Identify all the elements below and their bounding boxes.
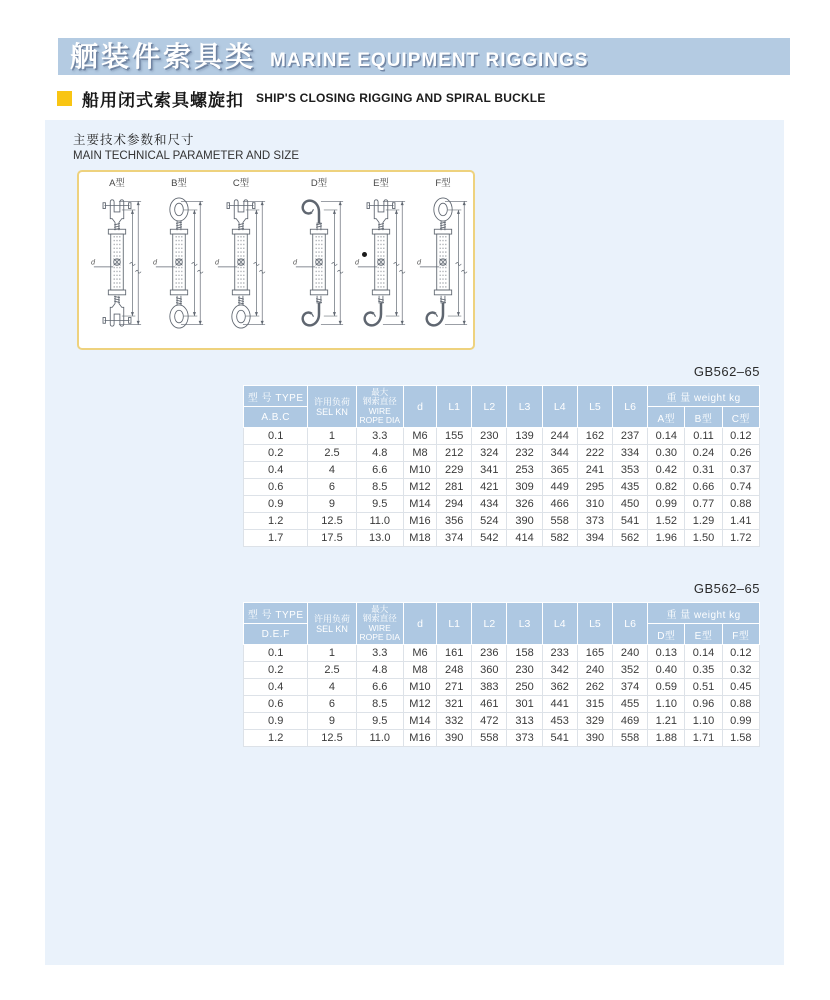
table-cell: 3.3 (356, 645, 403, 662)
table-cell: 450 (613, 496, 648, 513)
table-cell: 541 (613, 513, 648, 530)
table-cell: 0.26 (722, 445, 759, 462)
intro-text (73, 130, 299, 162)
figure-type-f-label: F型 (435, 178, 451, 189)
turnbuckle-eye-hook-icon (416, 190, 470, 336)
table-row (244, 713, 760, 730)
col-header-l2: L2 (472, 386, 507, 428)
table-cell: 250 (507, 679, 542, 696)
table-cell: M10 (403, 462, 436, 479)
section-title-english: SHIP'S CLOSING RIGGING AND SPIRAL BUCKLE (256, 91, 546, 105)
table-cell: 472 (472, 713, 507, 730)
table-cell: 421 (472, 479, 507, 496)
table-cell: 313 (507, 713, 542, 730)
table-cell: 0.12 (722, 428, 759, 445)
table-cell: 1.21 (648, 713, 685, 730)
table-cell: 0.12 (722, 645, 759, 662)
table-cell: 0.6 (244, 696, 308, 713)
table-cell: 453 (542, 713, 577, 730)
table-cell: 248 (437, 662, 472, 679)
table-cell: 0.4 (244, 462, 308, 479)
col-subheader-weight-a: A型 (648, 407, 685, 428)
intro-english: MAIN TECHNICAL PARAMETER AND SIZE (73, 150, 299, 162)
table-row (244, 428, 760, 445)
table-cell: 0.32 (722, 662, 759, 679)
table-cell: 435 (613, 479, 648, 496)
table-cell: 1.7 (244, 530, 308, 547)
table-cell: 461 (472, 696, 507, 713)
table-cell: 162 (577, 428, 612, 445)
table-cell: 0.82 (648, 479, 685, 496)
table-cell: M12 (403, 696, 436, 713)
table-cell: 0.31 (685, 462, 722, 479)
col-header-l5: L5 (577, 386, 612, 428)
table-cell: 11.0 (356, 730, 403, 747)
table-cell: 0.14 (648, 428, 685, 445)
table-cell: 390 (577, 730, 612, 747)
table-cell: 1.96 (648, 530, 685, 547)
table-cell: M8 (403, 445, 436, 462)
table-cell: 0.1 (244, 428, 308, 445)
table-cell: 0.4 (244, 679, 308, 696)
spec-table-abc (243, 385, 760, 547)
turnbuckle-fork-fork-icon (90, 190, 144, 336)
table-cell: 301 (507, 696, 542, 713)
table-cell: 2.5 (308, 445, 356, 462)
col-subheader-weight-d: D型 (648, 624, 685, 645)
table-cell: 1.88 (648, 730, 685, 747)
table-cell: 0.14 (685, 645, 722, 662)
table-row (244, 445, 760, 462)
table-cell: 0.66 (685, 479, 722, 496)
figure-type-c (213, 178, 269, 336)
figure-type-d (291, 178, 347, 336)
table-cell: 244 (542, 428, 577, 445)
figure-type-e (353, 178, 409, 336)
table-row (244, 730, 760, 747)
table-cell: M16 (403, 513, 436, 530)
table-cell: 1 (308, 645, 356, 662)
table-cell: 342 (542, 662, 577, 679)
table-cell: 17.5 (308, 530, 356, 547)
table-abc-block (243, 364, 760, 547)
table-cell: 8.5 (356, 479, 403, 496)
table-cell: 0.74 (722, 479, 759, 496)
table-cell: 4 (308, 462, 356, 479)
table-cell: 558 (472, 730, 507, 747)
table-cell: 3.3 (356, 428, 403, 445)
table-cell: 9.5 (356, 496, 403, 513)
table-cell: 1.2 (244, 513, 308, 530)
table-cell: 390 (437, 730, 472, 747)
table-cell: 374 (613, 679, 648, 696)
section-heading (57, 88, 546, 108)
table-cell: 394 (577, 530, 612, 547)
table-cell: 232 (507, 445, 542, 462)
table-cell: 373 (507, 730, 542, 747)
table-row (244, 662, 760, 679)
spec-table-def (243, 602, 760, 747)
table-cell: 294 (437, 496, 472, 513)
col-header-d: d (403, 603, 436, 645)
figure-type-e-label: E型 (373, 178, 389, 189)
table-cell: 356 (437, 513, 472, 530)
table-cell: 466 (542, 496, 577, 513)
col-header-sel: 许用负荷 SEL KN (308, 386, 356, 428)
table-cell: 161 (437, 645, 472, 662)
table-cell: 0.30 (648, 445, 685, 462)
turnbuckle-eye-eye-icon (152, 190, 206, 336)
col-header-l3: L3 (507, 603, 542, 645)
table-cell: 0.1 (244, 645, 308, 662)
table-cell: 414 (507, 530, 542, 547)
table-cell: 241 (577, 462, 612, 479)
table-cell: 295 (577, 479, 612, 496)
table-cell: 9 (308, 713, 356, 730)
spec-table-def-body (244, 645, 760, 747)
col-header-l5: L5 (577, 603, 612, 645)
table-cell: 1.72 (722, 530, 759, 547)
table-cell: 469 (613, 713, 648, 730)
col-header-l4: L4 (542, 603, 577, 645)
table-cell: 271 (437, 679, 472, 696)
table-cell: 373 (577, 513, 612, 530)
table-cell: 0.35 (685, 662, 722, 679)
col-header-weight: 重 量 weight kg (648, 386, 760, 407)
table-cell: 12.5 (308, 513, 356, 530)
table-cell: 449 (542, 479, 577, 496)
table-cell: 0.51 (685, 679, 722, 696)
table-cell: 326 (507, 496, 542, 513)
table-cell: 230 (472, 428, 507, 445)
table-cell: 1.50 (685, 530, 722, 547)
figure-type-b-label: B型 (171, 178, 187, 189)
table-cell: 562 (613, 530, 648, 547)
table-cell: 0.59 (648, 679, 685, 696)
table-cell: M14 (403, 496, 436, 513)
table-row (244, 645, 760, 662)
table-cell: 383 (472, 679, 507, 696)
table-cell: 582 (542, 530, 577, 547)
table-cell: 1.29 (685, 513, 722, 530)
table-cell: 229 (437, 462, 472, 479)
table-cell: 1.10 (685, 713, 722, 730)
figure-type-d-label: D型 (310, 178, 328, 189)
figure-type-f (415, 178, 471, 336)
table-cell: 12.5 (308, 730, 356, 747)
table-cell: 222 (577, 445, 612, 462)
col-header-weight: 重 量 weight kg (648, 603, 760, 624)
table-cell: 0.99 (722, 713, 759, 730)
table-cell: 558 (613, 730, 648, 747)
table-cell: 455 (613, 696, 648, 713)
col-subheader-weight-b: B型 (685, 407, 722, 428)
table-cell: 11.0 (356, 513, 403, 530)
table-cell: 390 (507, 513, 542, 530)
table-cell: 212 (437, 445, 472, 462)
table-cell: M18 (403, 530, 436, 547)
table-cell: 341 (472, 462, 507, 479)
table-cell: 6 (308, 696, 356, 713)
table-def-block (243, 581, 760, 747)
table-cell: 233 (542, 645, 577, 662)
table-cell: 310 (577, 496, 612, 513)
table-cell: 0.6 (244, 479, 308, 496)
table-cell: 253 (507, 462, 542, 479)
table-cell: 0.13 (648, 645, 685, 662)
page-banner (58, 38, 790, 75)
table-cell: 558 (542, 513, 577, 530)
table-cell: M8 (403, 662, 436, 679)
table-cell: 0.45 (722, 679, 759, 696)
table-cell: 1 (308, 428, 356, 445)
table-cell: 353 (613, 462, 648, 479)
col-header-type: 型 号 TYPE (244, 386, 308, 407)
table-cell: 8.5 (356, 696, 403, 713)
col-header-l3: L3 (507, 386, 542, 428)
table-cell: 9.5 (356, 713, 403, 730)
table-cell: 0.9 (244, 713, 308, 730)
table-cell: 334 (613, 445, 648, 462)
table-cell: 0.96 (685, 696, 722, 713)
yellow-bullet-icon (57, 91, 72, 106)
table-cell: 0.9 (244, 496, 308, 513)
table-cell: 262 (577, 679, 612, 696)
turnbuckle-fork-eye-icon (214, 190, 268, 336)
col-header-l2: L2 (472, 603, 507, 645)
table-cell: 332 (437, 713, 472, 730)
table-cell: M6 (403, 428, 436, 445)
table-cell: M14 (403, 713, 436, 730)
table-cell: 240 (613, 645, 648, 662)
table-row (244, 479, 760, 496)
table-cell: 0.77 (685, 496, 722, 513)
table-cell: 324 (472, 445, 507, 462)
table-cell: 13.0 (356, 530, 403, 547)
standard-code-abc: GB562–65 (693, 364, 760, 379)
col-header-l1: L1 (437, 603, 472, 645)
table-cell: M6 (403, 645, 436, 662)
table-cell: 352 (613, 662, 648, 679)
table-cell: 4.8 (356, 662, 403, 679)
print-dot-mark (362, 252, 367, 257)
col-header-wire-rope-dia: 最大 钢索直径 WIRE ROPE DIA (356, 603, 403, 645)
table-cell: 155 (437, 428, 472, 445)
col-header-l4: L4 (542, 386, 577, 428)
turnbuckle-fork-hook-icon (354, 190, 408, 336)
col-subheader-abc: A.B.C (244, 407, 308, 428)
table-cell: 321 (437, 696, 472, 713)
table-cell: 0.11 (685, 428, 722, 445)
standard-code-def: GB562–65 (693, 581, 760, 596)
spec-table-abc-body (244, 428, 760, 547)
table-row (244, 696, 760, 713)
table-cell: 6.6 (356, 462, 403, 479)
figure-type-a-label: A型 (109, 178, 125, 189)
col-header-sel: 许用负荷 SEL KN (308, 603, 356, 645)
table-cell: M12 (403, 479, 436, 496)
table-cell: 240 (577, 662, 612, 679)
table-cell: 0.37 (722, 462, 759, 479)
table-cell: 4.8 (356, 445, 403, 462)
table-cell: 4 (308, 679, 356, 696)
table-cell: 542 (472, 530, 507, 547)
table-cell: 360 (472, 662, 507, 679)
figure-type-b (151, 178, 207, 336)
table-cell: 2.5 (308, 662, 356, 679)
col-subheader-weight-c: C型 (722, 407, 759, 428)
table-cell: 0.2 (244, 445, 308, 462)
table-cell: 0.88 (722, 696, 759, 713)
figure-type-a (89, 178, 145, 336)
banner-title-chinese: 舾装件索具类 (70, 41, 257, 72)
table-cell: 230 (507, 662, 542, 679)
table-cell: 434 (472, 496, 507, 513)
table-cell: 309 (507, 479, 542, 496)
table-cell: 158 (507, 645, 542, 662)
table-cell: 1.41 (722, 513, 759, 530)
table-row (244, 513, 760, 530)
table-cell: 281 (437, 479, 472, 496)
technical-drawing-box (77, 170, 475, 350)
table-cell: 0.42 (648, 462, 685, 479)
table-cell: 1.10 (648, 696, 685, 713)
section-title-chinese: 船用闭式索具螺旋扣 (82, 90, 244, 110)
table-cell: 329 (577, 713, 612, 730)
table-cell: 236 (472, 645, 507, 662)
table-cell: 344 (542, 445, 577, 462)
table-cell: 362 (542, 679, 577, 696)
table-cell: 1.71 (685, 730, 722, 747)
col-header-d: d (403, 386, 436, 428)
col-header-l6: L6 (613, 603, 648, 645)
table-cell: 237 (613, 428, 648, 445)
table-cell: 374 (437, 530, 472, 547)
table-cell: 0.40 (648, 662, 685, 679)
table-cell: 0.88 (722, 496, 759, 513)
col-header-l1: L1 (437, 386, 472, 428)
table-row (244, 530, 760, 547)
table-row (244, 496, 760, 513)
col-header-l6: L6 (613, 386, 648, 428)
table-cell: 541 (542, 730, 577, 747)
table-cell: 6 (308, 479, 356, 496)
table-cell: 1.52 (648, 513, 685, 530)
table-cell: 0.2 (244, 662, 308, 679)
table-cell: 0.99 (648, 496, 685, 513)
col-subheader-weight-f: F型 (722, 624, 759, 645)
col-header-type: 型 号 TYPE (244, 603, 308, 624)
turnbuckle-hook-hook-icon (292, 190, 346, 336)
table-cell: 9 (308, 496, 356, 513)
table-cell: M10 (403, 679, 436, 696)
col-subheader-weight-e: E型 (685, 624, 722, 645)
intro-chinese: 主要技术参数和尺寸 (73, 133, 195, 147)
banner-title-english: MARINE EQUIPMENT RIGGINGS (270, 50, 589, 71)
table-row (244, 679, 760, 696)
table-row (244, 462, 760, 479)
table-cell: 165 (577, 645, 612, 662)
table-cell: M16 (403, 730, 436, 747)
table-cell: 6.6 (356, 679, 403, 696)
table-cell: 1.2 (244, 730, 308, 747)
col-header-wire-rope-dia: 最大 钢索直径 WIRE ROPE DIA (356, 386, 403, 428)
table-cell: 524 (472, 513, 507, 530)
table-cell: 365 (542, 462, 577, 479)
table-cell: 441 (542, 696, 577, 713)
table-cell: 1.58 (722, 730, 759, 747)
table-cell: 0.24 (685, 445, 722, 462)
content-panel (45, 120, 784, 965)
figure-type-c-label: C型 (232, 178, 250, 189)
col-subheader-def: D.E.F (244, 624, 308, 645)
table-cell: 139 (507, 428, 542, 445)
table-cell: 315 (577, 696, 612, 713)
